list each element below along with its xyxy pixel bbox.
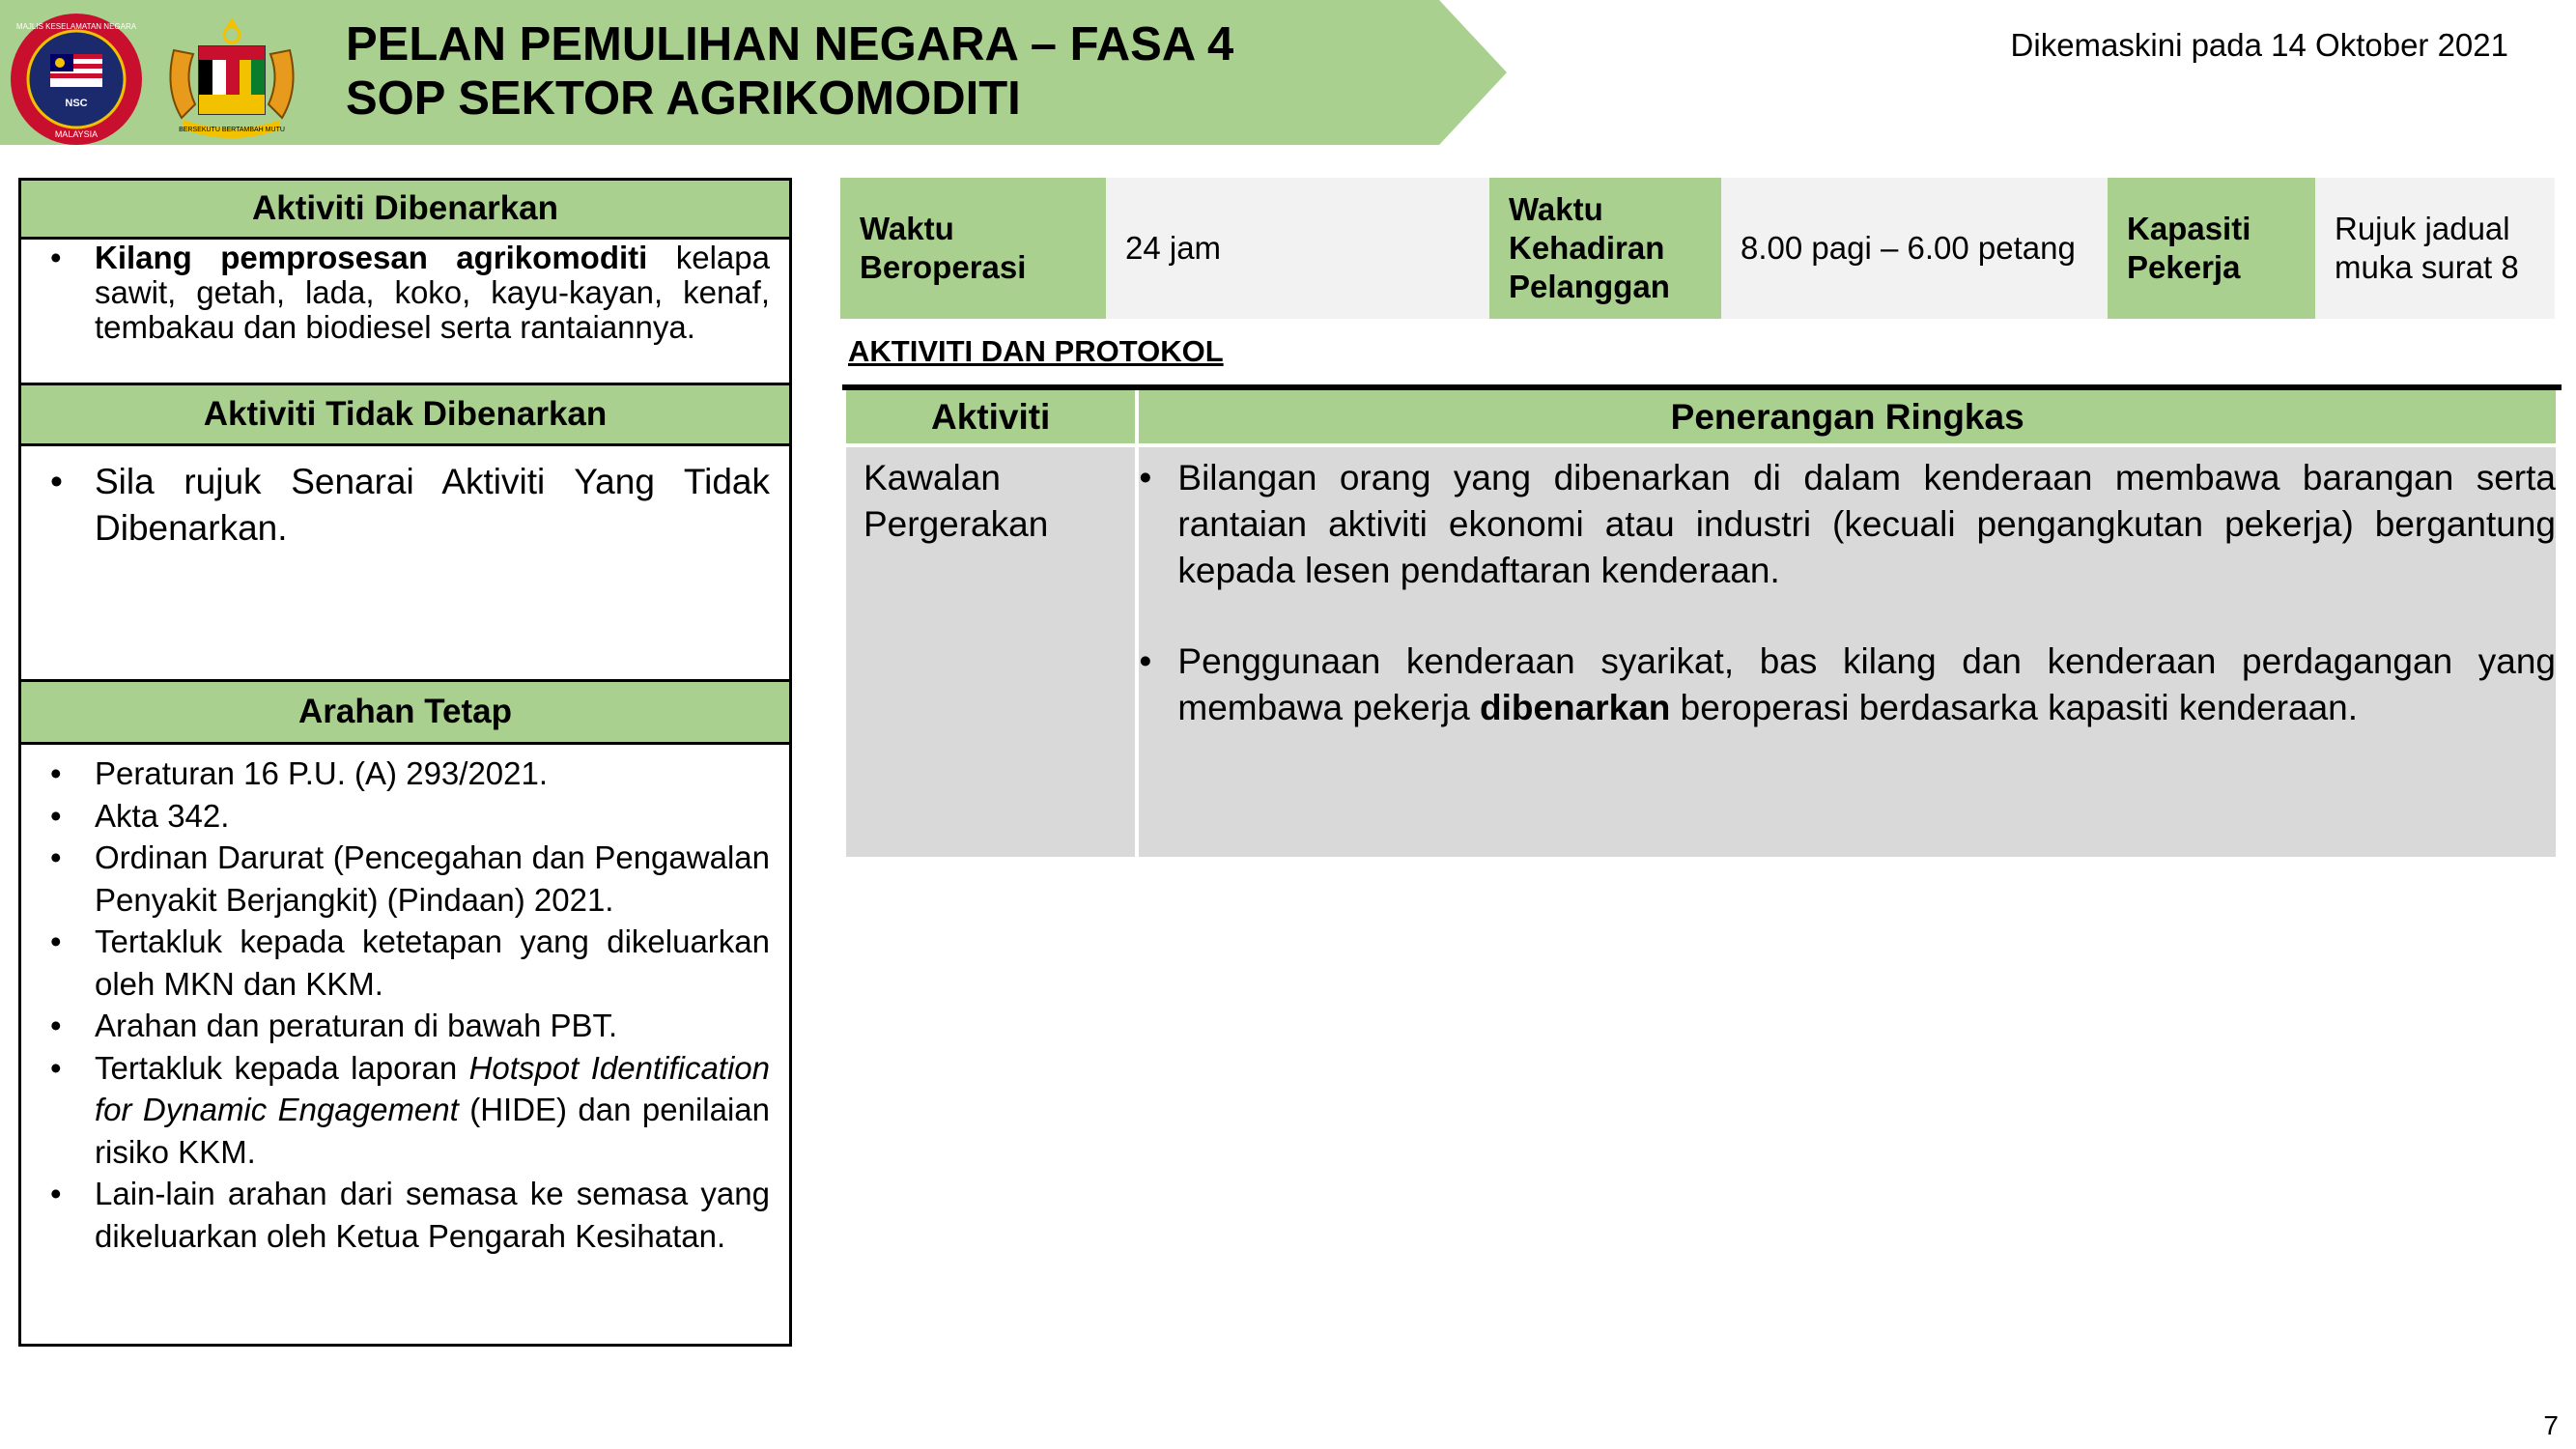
customer-hours-label: Waktu Kehadiran Pelanggan: [1489, 178, 1721, 319]
allowed-item-rest: kelapa sawit, getah, lada, koko, kayu-kayan, kenaf, tembakau dan biodiesel serta rantaiannya.: [95, 240, 770, 345]
directive-item: • Arahan dan peraturan di bawah PBT.: [41, 1005, 770, 1047]
bullet2-bold: dibenarkan: [1479, 688, 1671, 727]
description-bullet-1: • Bilangan orang yang dibenarkan di dalam kenderaan membawa barangan serta rantaian aktiviti ekonomi atau industri (kecuali pengangkutan pekerja) bergantung kepada lesen pendaftaran kenderaan.: [1139, 455, 2556, 594]
info-row: [840, 178, 2555, 319]
hotspot-prefix: Tertakluk kepada laporan: [95, 1049, 469, 1086]
op-hours-value: 24 jam: [1106, 178, 1489, 319]
col-activity-header: Aktiviti: [846, 390, 1135, 443]
description-bullet-2: [1139, 639, 2556, 731]
directive-item: • Lain-lain arahan dari semasa ke semasa yang dikeluarkan oleh Ketua Pengarah Kesihatan.: [41, 1173, 770, 1257]
page-number: 7: [2543, 1410, 2559, 1440]
directive-item: • Peraturan 16 P.U. (A) 293/2021.: [41, 753, 770, 795]
allowed-item-bold: Kilang pemprosesan agrikomoditi: [95, 240, 648, 275]
nsc-logo: [4, 12, 149, 147]
customer-hours-value: 8.00 pagi – 6.00 petang: [1721, 178, 2108, 319]
not-allowed-body: [21, 459, 789, 552]
table-row: [846, 447, 2556, 857]
title-line-1: PELAN PEMULIHAN NEGARA – FASA 4: [346, 18, 1234, 71]
nsc-logo-name: MAJLIS KESELAMATAN NEGARA: [15, 22, 137, 31]
not-allowed-item: • Sila rujuk Senarai Aktiviti Yang Tidak Dibenarkan.: [41, 459, 770, 552]
page-title: [346, 17, 1233, 126]
directive-item: • Akta 342.: [41, 795, 770, 838]
section-title: AKTIVITI DAN PROTOKOL: [848, 334, 1224, 368]
coat-of-arms-motto: BERSEKUTU BERTAMBAH MUTU: [179, 127, 285, 133]
directives-body: [21, 753, 789, 1257]
op-hours-label: Waktu Beroperasi: [840, 178, 1106, 319]
table-header: [846, 390, 2556, 443]
directive-item-hotspot: [41, 1047, 770, 1174]
title-line-2: SOP SEKTOR AGRIKOMODITI: [346, 72, 1021, 125]
directive-item: • Tertakluk kepada ketetapan yang dikeluarkan oleh MKN dan KKM.: [41, 921, 770, 1005]
allowed-body: [21, 241, 789, 345]
capacity-value: Rujuk jadual muka surat 8: [2315, 178, 2555, 319]
directives-heading: [21, 682, 789, 745]
bullet2-prefix: Penggunaan kenderaan syarikat, bas kilang dan kenderaan perdagangan yang membawa pekerja: [1177, 641, 2556, 727]
left-panel: [18, 178, 792, 1347]
activity-table: [846, 390, 2556, 857]
hotspot-suffix: (HIDE) dan penilaian risiko KKM.: [95, 1092, 770, 1170]
allowed-heading-text: Aktiviti Dibenarkan: [251, 189, 559, 227]
capacity-label: Kapasiti Pekerja: [2108, 178, 2315, 319]
not-allowed-heading-text: Aktiviti Tidak Dibenarkan: [203, 395, 608, 433]
row-description: [1139, 447, 2556, 857]
bullet2-suffix: beroperasi berdasarka kapasiti kenderaan.: [1670, 688, 2359, 727]
coat-of-arms-logo: [155, 12, 309, 147]
updated-date: Dikemaskini pada 14 Oktober 2021: [2010, 27, 2508, 63]
nsc-logo-abbr: NSC: [65, 98, 88, 109]
allowed-heading: [21, 181, 789, 240]
not-allowed-heading: [21, 385, 789, 446]
col-description-header: Penerangan Ringkas: [1139, 390, 2556, 443]
hotspot-italic: Hotspot Identification for Dynamic Engagement: [95, 1049, 771, 1127]
row-activity: Kawalan Pergerakan: [846, 447, 1135, 857]
nsc-logo-country: MALAYSIA: [54, 129, 99, 139]
allowed-item: [41, 241, 770, 345]
directives-heading-text: Arahan Tetap: [297, 693, 513, 730]
directive-item: • Ordinan Darurat (Pencegahan dan Pengawalan Penyakit Berjangkit) (Pindaan) 2021.: [41, 837, 770, 921]
